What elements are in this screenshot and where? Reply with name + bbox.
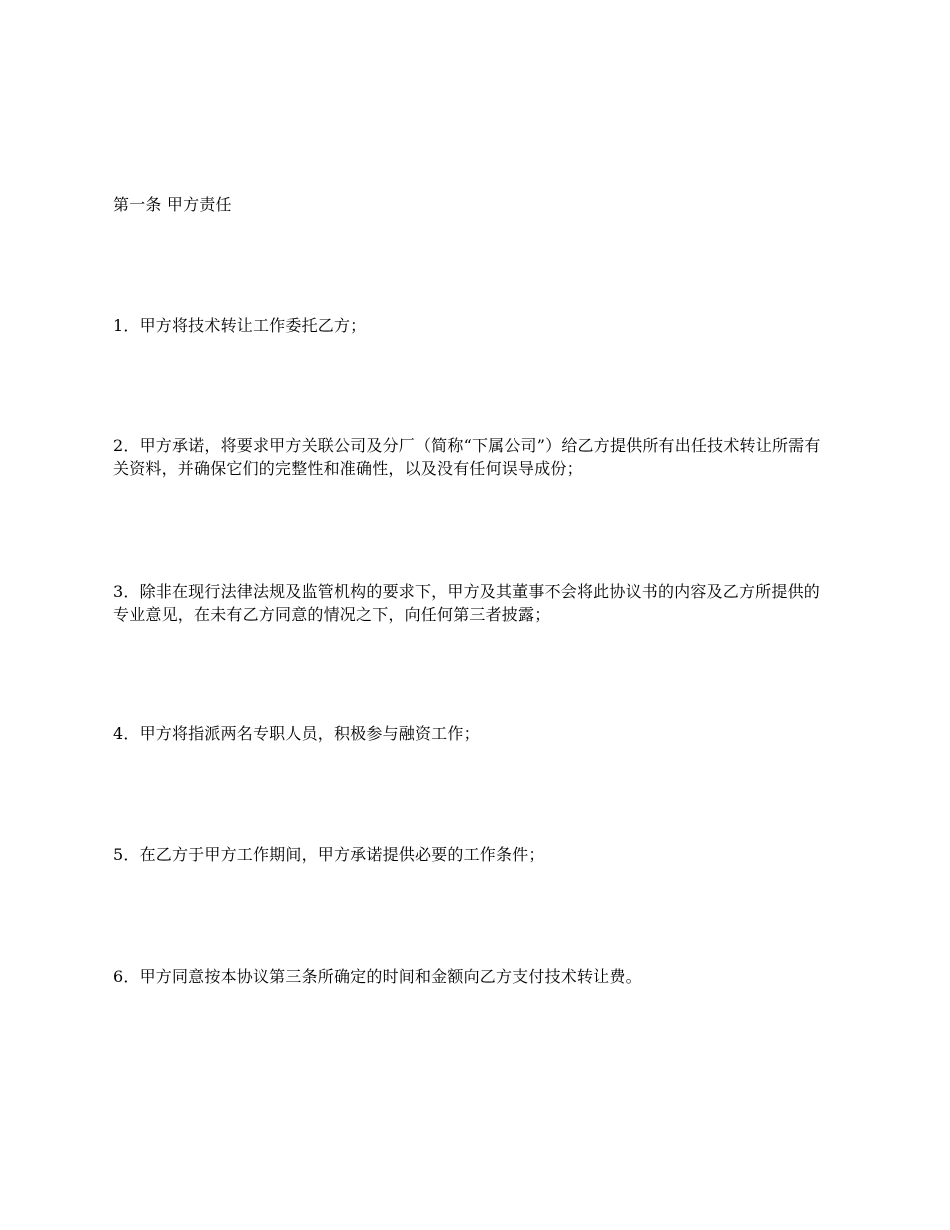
clause-item-4: 4．甲方将指派两名专职人员，积极参与融资工作；	[113, 724, 480, 743]
clause-item-5: 5．在乙方于甲方工作期间，甲方承诺提供必要的工作条件；	[113, 845, 545, 864]
clause-item-2: 2．甲方承诺，将要求甲方关联公司及分厂（简称“下属公司”）给乙方提供所有出任技术转让所需有关资料，并确保它们的完整性和准确性，以及没有任何误导成份；	[113, 436, 821, 478]
section-heading: 第一条 甲方责任	[113, 195, 232, 214]
clause-item-3: 3．除非在现行法律法规及监管机构的要求下，甲方及其董事不会将此协议书的内容及乙方所提供的专业意见，在未有乙方同意的情况之下，向任何第三者披露；	[113, 582, 820, 624]
clause-item-1: 1．甲方将技术转让工作委托乙方；	[113, 316, 367, 335]
clause-item-6: 6．甲方同意按本协议第三条所确定的时间和金额向乙方支付技术转让费。	[113, 967, 642, 986]
